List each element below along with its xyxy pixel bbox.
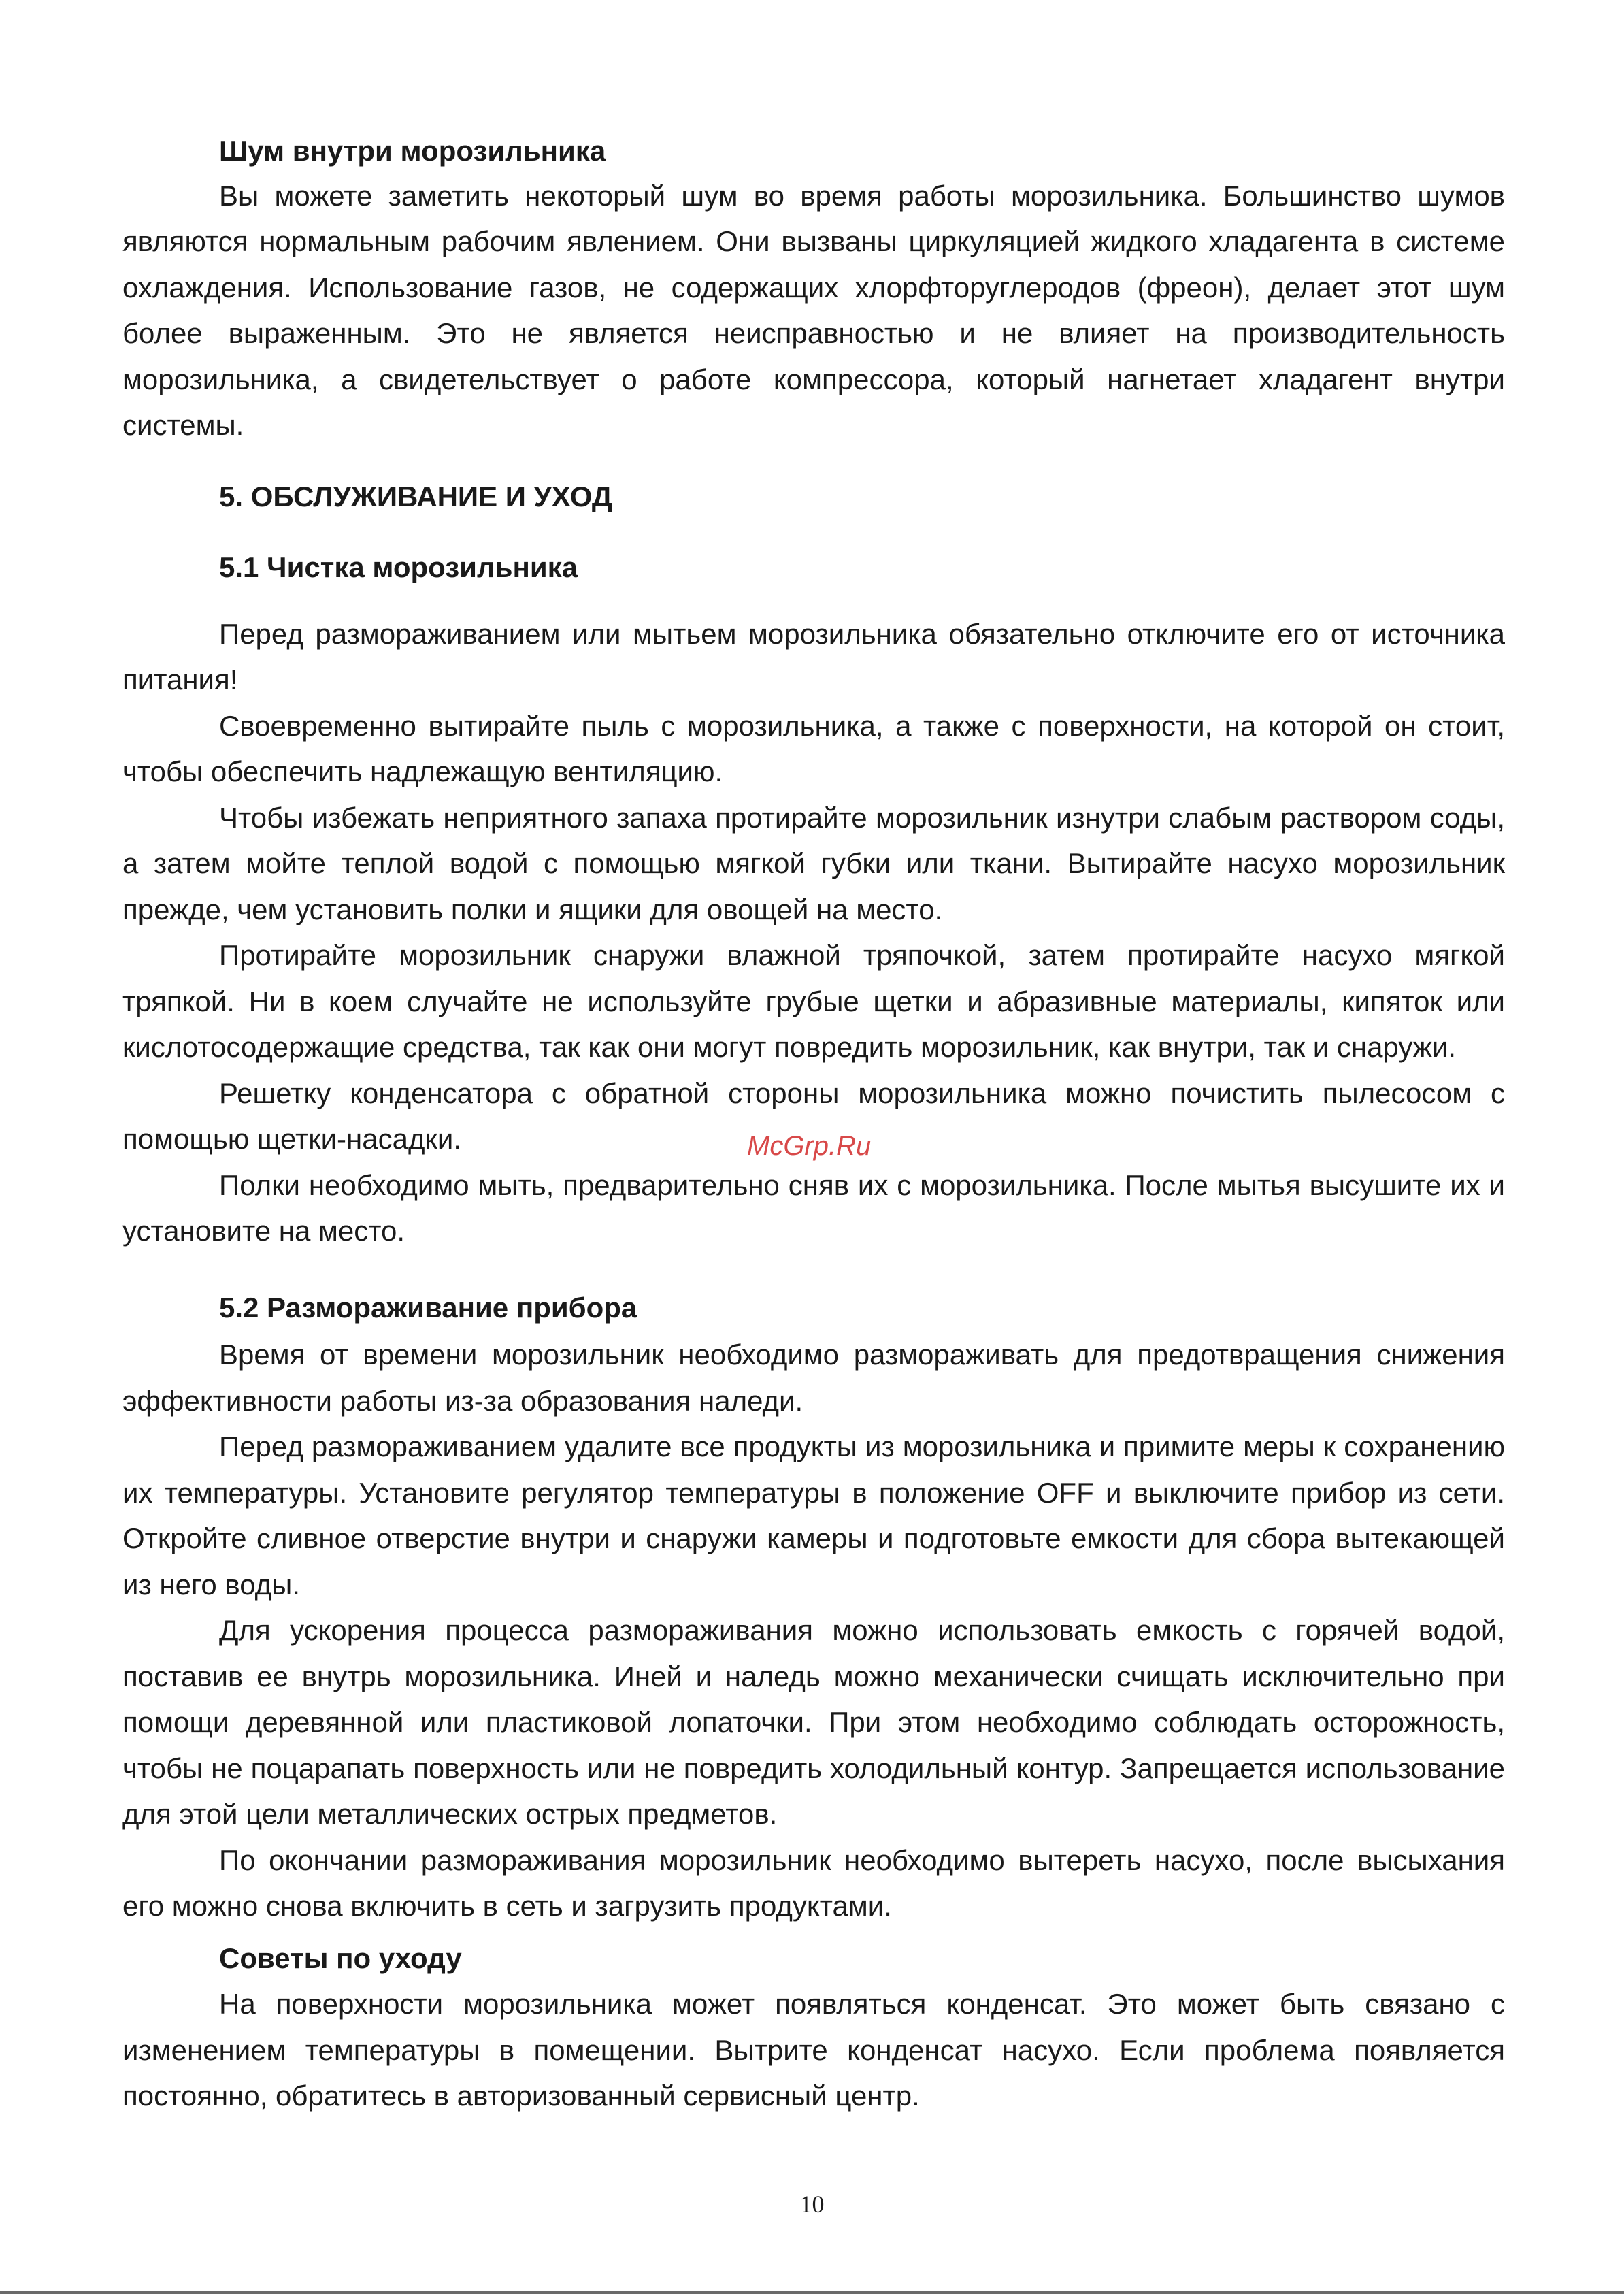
- heading-cleaning: 5.1 Чистка морозильника: [219, 551, 578, 584]
- heading-maintenance: 5. ОБСЛУЖИВАНИЕ И УХОД: [219, 480, 612, 512]
- watermark: McGrp.Ru: [747, 1131, 872, 1161]
- document-page: [122, 133, 1505, 2119]
- paragraph-noise-1: Вы можете заметить некоторый шум во время работы морозильника. Большинство шумов являются нормальным рабочим явлением. Они вызваны циркуляцией жидкого хладагента в системе охлаждения. Использование газов, не содержащих хлорфторуглеродов (фреон), делает этот шум более выраженным. Это не является неисправностью и не влияет на производительность морозильника, а свидетельствует о работе компрессора, который нагнетает хладагент внутри системы.: [122, 179, 1505, 442]
- bottom-edge-line: [0, 2291, 1624, 2294]
- heading-defrost: 5.2 Размораживание прибора: [219, 1291, 637, 1324]
- paragraph-cleaning-2: Своевременно вытирайте пыль с морозильника, а также с поверхности, на которой он стоит, чтобы обеспечить надлежащую вентиляцию.: [122, 709, 1505, 788]
- paragraph-defrost-4: По окончании размораживания морозильник необходимо вытереть насухо, после высыхания его можно снова включить в сеть и загрузить продуктами.: [122, 1844, 1505, 1922]
- paragraph-cleaning-5: Решетку конденсатора с обратной стороны морозильника можно почистить пылесосом с помощью щетки-насадки.: [122, 1077, 1505, 1156]
- paragraph-defrost-1: Время от времени морозильник необходимо размораживать для предотвращения снижения эффективности работы из-за образования наледи.: [122, 1339, 1505, 1417]
- paragraph-cleaning-3: Чтобы избежать неприятного запаха протирайте морозильник изнутри слабым раствором соды, а затем мойте теплой водой с помощью мягкой губки или ткани. Вытирайте насухо морозильник прежде, чем установить полки и ящики для овощей на место.: [122, 801, 1505, 925]
- heading-tips: Советы по уходу: [219, 1941, 462, 1974]
- paragraph-cleaning-1: Перед размораживанием или мытьем морозильника обязательно отключите его от источника питания!: [122, 617, 1505, 696]
- page-number: 10: [799, 2191, 825, 2218]
- paragraph-cleaning-4: Протирайте морозильник снаружи влажной тряпочкой, затем протирайте насухо мягкой тряпкой. Ни в коем случайте не используйте грубые щетки и абразивные материалы, кипяток или кислотосодержащие средства, так как они могут повредить морозильник, как внутри, так и снаружи.: [122, 939, 1505, 1064]
- paragraph-defrost-3: Для ускорения процесса размораживания можно использовать емкость с горячей водой, поставив ее внутрь морозильника. Иней и наледь можно механически счищать исключительно при помощи деревянной или пластиковой лопаточки. При этом необходимо соблюдать осторожность, чтобы не поцарапать поверхность или не повредить холодильный контур. Запрещается использование для этой цели металлических острых предметов.: [122, 1614, 1505, 1831]
- paragraph-tips-1: На поверхности морозильника может появляться конденсат. Это может быть связано с изменением температуры в помещении. Вытрите конденсат насухо. Если проблема появляется постоянно, обратитесь в авторизованный сервисный центр.: [122, 1988, 1505, 2112]
- paragraph-cleaning-6: Полки необходимо мыть, предварительно сняв их с морозильника. После мытья высушите их и установите на место.: [122, 1168, 1505, 1247]
- heading-noise: Шум внутри морозильника: [219, 135, 606, 167]
- paragraph-defrost-2: Перед размораживанием удалите все продукты из морозильника и примите меры к сохранению их температуры. Установите регулятор температуры в положение OFF и выключите прибор из сети. Откройте сливное отверстие внутри и снаружи камеры и подготовьте емкости для сбора вытекающей из него воды.: [122, 1430, 1505, 1601]
